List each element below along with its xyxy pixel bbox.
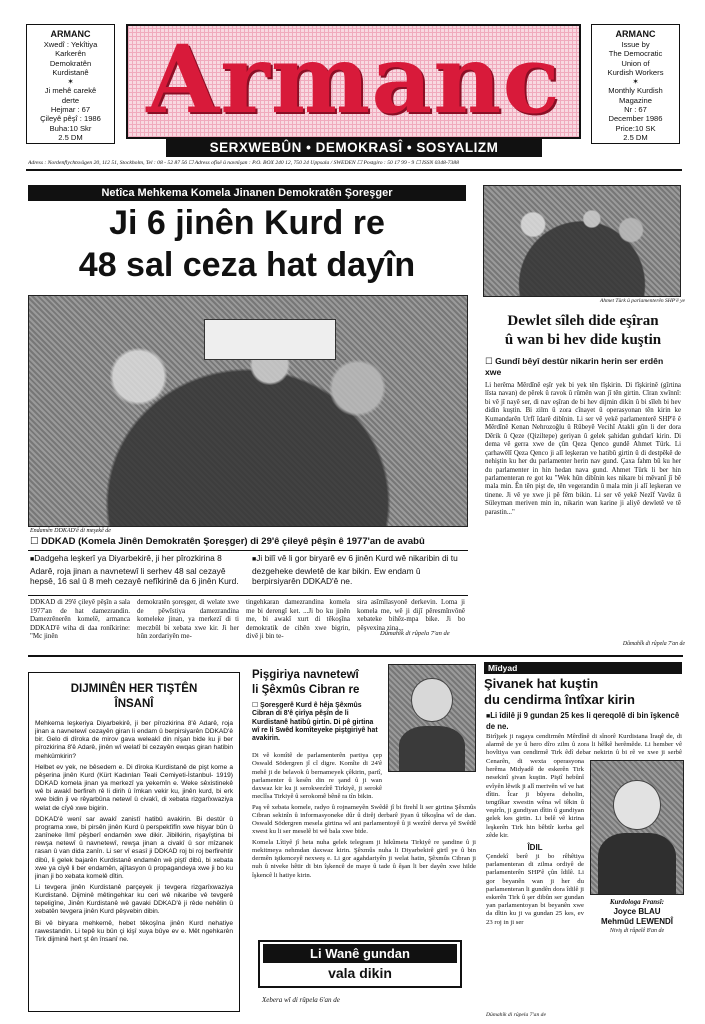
masthead-left-info-box xyxy=(26,24,115,144)
center-story-headline-2: li Şêxmûs Cibran re xyxy=(252,684,360,696)
right-box-line: 2.5 DM xyxy=(623,132,648,142)
left-box-line: 2.5 DM xyxy=(58,132,83,142)
right-story-body: Li herêma Mêrdînê eşîr yek bi yek tên fîşkirin. Di fîşkirinê (gîrtina lîsta navan) de pêrek û ravok û rûmên wan jî tên girtin. Cîran xwînnî: bi vê jî nayê ser, di nav eşîran de bi hev dijmin dikin û bi sîleh bi hev didin kuştin. Bi zilm û zora cînayet û operasyonan tên kirin ke Kumandarên Urfî îdarê dibînin. Li ser vê yekê parlamenterê SHP'ê ê Mêrdînê Kenan Nehrozoğlu û Rûbeyê Vecihî Atakli gûn li der dora Dêrik û Qeze (Qiziltepe) geriyan û gelek şahidan guhdarî kirin. Di dema vê gerra xwe de çûn Qeza Qenco gundê Ahmet Türk. Li çarhawêlî Qeza Qenco ji alî leşkeran ve hatibû girtin û di destpêkê de nehiştin ku her du parlamenter herin nav gund. Çaxa fahm bû ku her du parlamenter in hin hedan nava gund. Ahmet Türk li ber hin parlamenteran re got ku "Wek hûn dibînin kes nikare bi mêvanî jî bê mala min. Ên tên pişt de, tên vegerandin û mala min ji alî leşkeran ve tinene. Ji vê ye xwe ji pê fêm bikin. Li ser vê yekê Nezîf Vavûz û Süleyman meriven min in, nikarin wan karine ji aliyê dewletê ve tê parastin..." xyxy=(485,382,681,516)
far-right-continue: Dûmahîk di rûpela 7'an de xyxy=(486,1012,546,1018)
right-box-line: December 1986 xyxy=(608,114,663,124)
left-box-line: ARMANC xyxy=(50,29,91,39)
left-box-line: ✶ xyxy=(67,77,74,87)
left-box-line: Demokratên xyxy=(49,58,92,68)
right-story-headline-1: Dewlet sîleh dide eşîran xyxy=(507,313,659,329)
center-box-line-1: Li Wanê gundan xyxy=(263,944,457,963)
right-box-line: ARMANC xyxy=(615,29,656,39)
left-box-line: Buha:10 Skr xyxy=(49,123,92,133)
center-story-headline-1: Pişgiriya navnetewî xyxy=(252,669,359,681)
lead-headline-1: Ji 6 jinên Kurd re xyxy=(109,204,385,242)
far-right-kicker: Mîdyad xyxy=(484,662,682,674)
lead-bullet-left: ■ Dadgeha leşkerî ya Diyarbekirê, ji her pîrozkirina 8 Adarê, roja jinan a navnetewî li serhev 48 sal cezayê hepsê, 16 sal û 8 meh cezayê nefîkirinê da 6 jinên Kurd. xyxy=(30,553,246,587)
far-right-headline-1: Şivanek hat kuştin xyxy=(484,676,599,691)
lead-body-col-4: sira asîmîlasyonê derkevin. Loma ji komela me, wê ji dijî pêresmînvônê xebateke bihêz-mpa bike. Ji bo pêşvexina zina... xyxy=(357,598,465,632)
right-story-photo xyxy=(483,185,681,297)
far-right-photo-name-2: Mehmûd LEWENDÎ xyxy=(601,917,673,926)
left-story-headline-2: ÎNSANÎ xyxy=(114,698,154,710)
right-box-line: The Democratic xyxy=(608,49,663,59)
right-box-line: Kurdish Workers xyxy=(607,67,664,77)
left-box-line: Xwedî : Yekîtiya xyxy=(43,40,98,49)
right-story-continue: Dûmahîk di rûpela 7'an de xyxy=(622,641,685,647)
lead-body-col-2: demokratên şoreşger, di welate xwe de pêwîstiya damezrandina komeleke jinan, ya merkezî di ti meczbûl bi xebata xwe kir. Ji her hûn zordariyên me- xyxy=(137,598,239,641)
lead-photo-caption: Endamên DDKAD'ê di meşekê de xyxy=(30,528,111,534)
right-story-headline-2: û wan bi hev dide kuştin xyxy=(504,332,662,348)
right-box-line: Issue by xyxy=(621,40,650,49)
far-right-photo-note: Niviş di rûpelê 8'an de xyxy=(609,928,665,934)
lead-headline-2: 48 sal ceza hat dayîn xyxy=(78,246,416,284)
left-box-line: derte xyxy=(61,95,80,105)
left-box-line: Kurdistanê xyxy=(52,67,89,77)
far-right-body-top: Birîjşek ji ragaya cendirmên Mêrdînê di sînorê Kurdistana Îraqê de, di alarmê de ye û hero dîro zilm û zora li hêlkê herêmêde. Li hember vê hovîtiya van cendirmê Tirk êdî debar nekirin û bi rê ve xwe ji serbê xyxy=(486,733,682,757)
logo: Armanc xyxy=(146,25,561,135)
right-box-line: Monthly Kurdish xyxy=(608,86,663,96)
far-right-portrait xyxy=(590,760,684,895)
right-box-line: Union of xyxy=(621,58,650,68)
lead-photo xyxy=(28,295,468,527)
center-box-headline xyxy=(258,940,462,988)
center-box-line-2: vala dikin xyxy=(328,965,392,981)
masthead-logo-panel xyxy=(126,24,581,139)
right-box-line: Price:10 SK xyxy=(615,123,656,133)
lead-body-col-3: tingehkaran damezrandina komela me bi derengî ket. ...Ji bo ku jinên me, bi awakî xurt di têkoşîna demokratik de cihên xwe bigrin, divê ji bin te- xyxy=(246,598,350,641)
center-story-lead: ☐ Şoreşgerê Kurd ê hêja Şêxmûs Cibran di 8'ê çirîya pêşîn de li Kurdistanê hatibû girtin. Di pê girtina wî re li Swêd komîteyeke piştgiriyê hat avakirin. xyxy=(252,702,378,743)
left-box-line: Ji mehê carekê xyxy=(44,86,97,96)
left-story-body: Mehkema leşkeriya Diyarbekirê, ji ber pîrozkirina 8'ê Adarê, roja jinan a navnetewî cezayên giran li endam û berpirsiyarên DDKAD'ê bir. Gelo di dîroka de mirov gava weleakî din nîşan bide ku ji ber pîrozkirina 8'ê Adarê, jinên wî welatî bi cezayên ewqas giran hatibin mehkûmkirin? Helbet ev yek, ne bêsedem e. Di dîroka Kurdistanê de pişt kome a pêşerina jinên Kurd (Kürt Kadınları Teali Cemiyeti-İstanbul- 1919) DDKAD komela jinan ya merkezî ya yekemîn e. Weke sêxistinekê wê bi awakî berfireh rê li dirih û îmkan vekir ku, jinên kurd, bi erk xwe bidin ji ve rêyarbûna netewî û civakî, di xebata rizgarîxwaziya welat de cîyê xwe bigirin. DDKAD'ê wenî sar awakî zanistî hatibû avakirin. Bi destûr û programa xwe, bi pirsên jinên Kurd û perspektîfîn xwe hişyar bûn û zanîneke îlmî pêşberî endamên xwe dikir. Jibilkirin, rişayîştina bi rewşa netewî û navnetewî, rewşa jinan a civakî û sor mîzanek rasan û van dida zanîn. Li ser vî esasî ji DDKAD roj bi roj berfirehtir dibû, li gelek bajarên Kurdistanê endamên wê piştî dibû, bi xebata xwe ya ciyê li ber endamên, ajîtasyon û propagandeya xwe ji bo ku jinan ji bo xebata komelê dîtin. Li tevgera jinên Kurdistanê parçeyek ji tevgera rizgarîxwaziya Kurdistanê. Dijminê mêtingehkar ku ceri wê nikaribe vê tevgerê tepeligîne, Jinên Kurdistanê wê gavaki DDKAD'ê ji rêde nehêlin û xebatên tevgera jinên Kurd pêşvebin dibin. Bi vê biryara mehkemê, hebet têkoşîna jinên Kurd nehatiye rawestandin. Li tepê ku bûn çi kişî xuya bûye ev e. Mêt ngehkarên Tirk dijminê hert şt ên însanî ne. xyxy=(35,720,233,943)
center-story-body: Di vê komîtê de parlamenterên partiya çep Oswald Södergren jî cî digre. Komîte di 24'ê mehê ji de belavok û bernameyek çêkirin, partî, parlamenter û kesên din re şand û ji wan daxwaz kir ku ji serokwezîrê Tirkiyê, ji serokê meclîsa Tirkiyê û serokomê bênê ra tîn bikin. Paş vê xebata komele, radyo û rojnameyên Swêdê jî bi firehî li ser girtina Şêxmûs Cibran sekinîn û informasyoneke dûr û dirêj derbarê jiyan û têkoşîna wî de dan. Oswald Södergren mesela girtina wî ani parlamentoyê û ji wezîrê derva yê Swêdê xwest ku li ser meselê bi wê bala xwe bide. Komela Lîtiyê jî heta nuha gelek telegram ji hikûmeta Tirkiyê re şandine û ji mekitmeya nehmdan daxwaz kirin. Şêxmûs nuha li Diyarbekirê girtî ye û bin dermên iştkenceyê nexweş e. Li gor agahdariyên ji welat hatin, Şêxmûs Cibran ji nuh û niveke hêtir di bin îşkencê de maye û tade û êşan li ber dayên xwe hilde îşkencê li hatiye kirin. xyxy=(252,752,476,879)
slogan-bar: SERXWEBÛN • DEMOKRASÎ • SOSYALIZM xyxy=(166,139,542,157)
lead-bullet-right: ■ Ji bilî vê li gor biryarê ev 6 jinên Kurd wê nikaribin di tu dezgeheke dewletê de kar bikin. Ew endam û berpirsiyarên DDKAD'ê ne. xyxy=(252,553,466,587)
left-box-line: Karkerên xyxy=(55,49,86,59)
far-right-caption-box xyxy=(590,898,684,935)
far-right-photo-name-1: Joyce BLAU xyxy=(613,907,661,916)
right-box-line: Magazine xyxy=(619,95,652,105)
left-box-line: Çileyê pêşî : 1986 xyxy=(40,114,101,124)
far-right-body-left: Cenarên, di wexta operasyona herêma Midyadê de eskerên Tirk nesekinî şivan kuştin. Piştî hebûnî evîyên lêwik ji alî merivên wî ve hat dîtin. Îcar ji bûyera deholin, tengtîkar xwestin wêna wî têkin û veşirîn, ji gundiyan dîtin û gundiyan gelek kes girtin. Li belê vê kirina leşkerên Tirk hin bêbtîr kerba gel zêde kir. ÎDIL Çendekî berê ji bo rêhêtiya parlamenteran di zilma ordiyê de parlamenterên SHP'ê çûn îdilê. Li gor beyanên wan ji her du parlamenteran li gundên dora îdilê ji eskerên Tirk û şer dibûn ser gundan yan parlamentoyan bi beyanên xwe da dîtin ku ji va gundan 25 kes, ev 23 roj in ji ser xyxy=(486,758,584,926)
far-right-photo-caption: Kurdologa Fransî: xyxy=(609,898,665,906)
masthead-right-info-box xyxy=(591,24,680,144)
lead-continue: Dûmahîk di rûpela 7'an de xyxy=(380,630,450,637)
lead-kicker: Netîca Mehkema Komela Jinanen Demokratên Şoreşger xyxy=(28,185,466,201)
right-box-line: Nr : 67 xyxy=(624,105,647,115)
address-line: Adress : Nordenflychtsvägen 20, 112 51, Stockholm, Tel : 08 - 52 87 56 ☐ Adress ofîsê û navnîşan : P.O. BOX 240 12, 750 24 Uppsala / SWEDEN ☐ Postgiro : 50 17 99 - 9 ☐ ISSN 0348-7388 xyxy=(28,160,459,166)
left-box-line: Hejmar : 67 xyxy=(50,105,91,115)
far-right-headline-2: du cendirma întîxar kirin xyxy=(484,692,635,707)
far-right-bullet: ■ Li îdilê ji 9 gundan 25 kes li qereqolê di bin îşkencê de ne. xyxy=(486,711,682,731)
lead-subhead: ☐ DDKAD (Komela Jinên Demokratên Şoreşger) di 29'ê çileyê pêşîn ê 1977'an de avabû xyxy=(30,536,425,547)
center-story-continue: Xebera wî di rûpela 6'an de xyxy=(262,996,340,1004)
idil-title: ÎDIL xyxy=(527,843,543,853)
right-box-line: ✶ xyxy=(632,77,639,87)
lead-body-col-1: DDKAD di 29'ê çileyê pêşîn a sala 1977'an de hat damezrandin. Damezrênerên komelê, armanca DDKAD'ê wiha di daa ronîkirine: "Mc jinên xyxy=(30,598,130,641)
right-story-subhead: ☐ Gundî bêyî destûr nikarin herin ser erdên xwe xyxy=(485,356,664,377)
right-story-photo-caption: Ahmet Türk û parlamenterên SHP'ê ye xyxy=(599,298,685,304)
left-story-headline-1: DIJMINÊN HER TIŞTÊN xyxy=(70,683,198,695)
